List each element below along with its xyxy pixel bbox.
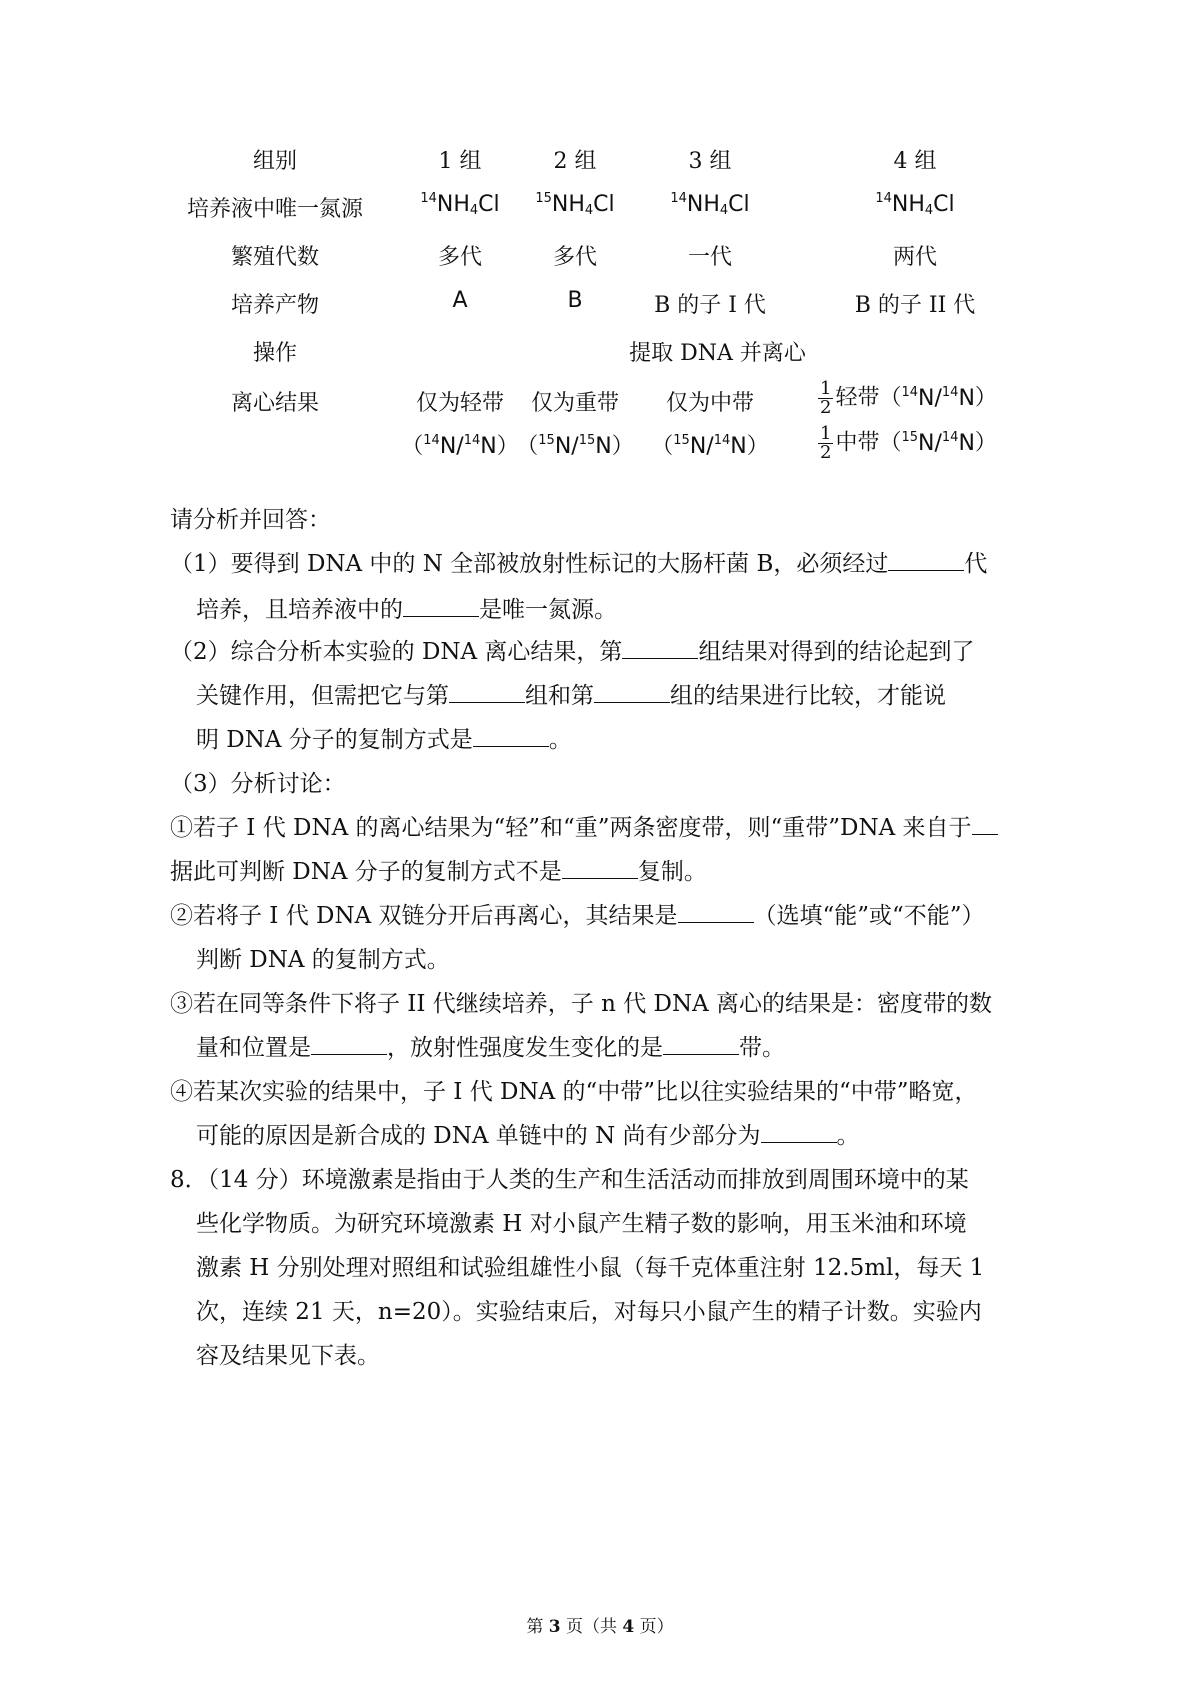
page-footer: 第 3 页（共 4 页）: [526, 1617, 674, 1637]
table-row-generations: [170, 240, 1040, 280]
q8-line4: 次，连续 21 天，n=20）。实验结束后，对每只小鼠产生的精子计数。实验内: [196, 1299, 982, 1325]
q3-s4-line1: ④若某次实验的结果中，子 I 代 DNA 的“中带”比以往实验结果的“中带”略宽，: [170, 1079, 978, 1105]
q3-s3-line2: 量和位置是 ，放射性强度发生变化的是 带。: [196, 1026, 785, 1070]
answer-blank[interactable]: [761, 1120, 837, 1143]
row-label-result: 离心结果: [230, 391, 319, 416]
result-g1: 仅为轻带 （$^{14}$N/$^{14}$N）: [395, 386, 525, 460]
answer-blank[interactable]: [311, 1032, 387, 1055]
fraction-half: $\frac{1}{2}$: [820, 378, 832, 418]
q3-s2-line2: 判断 DNA 的复制方式。: [196, 947, 450, 973]
q3-s1-line1: ①若子 I 代 DNA 的离心结果为“轻”和“重”两条密度带，则“重带”DNA 来自于: [170, 806, 998, 850]
table-row-product: [170, 288, 1040, 328]
generations-g1: 多代: [437, 245, 482, 270]
header-g4: 4 组: [893, 149, 937, 174]
row-label-generations: 繁殖代数: [230, 245, 319, 270]
q2-line2: 关键作用，但需把它与第 组和第 组的结果进行比较，才能说: [196, 674, 946, 718]
answer-blank[interactable]: [473, 724, 549, 747]
generations-g2: 多代: [552, 245, 597, 270]
table-row-operation: [170, 336, 1040, 376]
q2-line1: （2）综合分析本实验的 DNA 离心结果，第 组结果对得到的结论起到了: [170, 630, 974, 674]
q3-s3-line1: ③若在同等条件下将子 II 代继续培养，子 n 代 DNA 离心的结果是：密度带的数: [170, 991, 993, 1017]
header-g1: 1 组: [438, 149, 482, 174]
header-group: 组别: [252, 149, 297, 174]
nitrogen-g4: $^{14}NH_4Cl$: [875, 191, 955, 218]
answer-blank[interactable]: [594, 680, 670, 703]
table-header-row: [170, 144, 1040, 184]
q3-s2-line1: ②若将子 I 代 DNA 双链分开后再离心，其结果是 （选填“能”或“不能”）: [170, 894, 985, 938]
q3-title: （3）分析讨论：: [170, 771, 346, 797]
q1-line2: 培养，且培养液中的 是唯一氮源。: [196, 588, 617, 632]
q8-line5: 容及结果见下表。: [196, 1343, 380, 1369]
q1-line1: （1）要得到 DNA 中的 N 全部被放射性标记的大肠杆菌 B，必须经过 代: [170, 542, 987, 586]
header-g3: 3 组: [688, 149, 732, 174]
answer-blank[interactable]: [403, 594, 479, 617]
operation-value: 提取 DNA 并离心: [629, 341, 806, 366]
answer-blank[interactable]: [663, 1032, 739, 1055]
answer-blank[interactable]: [678, 900, 754, 923]
result-g4: [790, 380, 1040, 462]
answer-blank[interactable]: [888, 548, 964, 571]
result-g3-formula: （$^{15}$N/$^{14}$N）: [651, 433, 769, 459]
answer-blank[interactable]: [449, 680, 525, 703]
row-label-nitrogen: 培养液中唯一氮源: [186, 197, 363, 222]
product-g3: B 的子 I 代: [654, 293, 766, 318]
header-g2: 2 组: [553, 149, 597, 174]
product-g4: B 的子 II 代: [854, 293, 976, 318]
q3-s4-line2: 可能的原因是新合成的 DNA 单链中的 N 尚有少部分为 。: [196, 1114, 860, 1158]
generations-g3: 一代: [687, 245, 732, 270]
result-g3: 仅为中带 （$^{15}$N/$^{14}$N）: [640, 386, 780, 460]
result-g4-light: $\frac{1}{2}$ 轻带（$^{14}$N/$^{14}$N）: [820, 378, 997, 418]
row-label-operation: 操作: [252, 341, 297, 366]
answer-blank[interactable]: [562, 856, 638, 879]
q8-line1: 8．（14 分）环境激素是指由于人类的生产和生活活动而排放到周围环境中的某: [170, 1167, 969, 1193]
q2-line3: 明 DNA 分子的复制方式是 。: [196, 718, 572, 762]
table-row-result: [170, 378, 1040, 496]
product-g2: B: [567, 288, 583, 313]
result-g2: 仅为重带 （$^{15}$N/$^{15}$N）: [510, 386, 640, 460]
result-g2-formula: （$^{15}$N/$^{15}$N）: [516, 433, 634, 459]
answer-blank[interactable]: [622, 636, 698, 659]
q8-line3: 激素 H 分别处理对照组和试验组雄性小鼠（每千克体重注射 12.5ml，每天 1: [196, 1255, 985, 1281]
nitrogen-g2: $^{15}NH_4Cl$: [535, 191, 615, 218]
generations-g4: 两代: [892, 245, 937, 270]
result-g1-formula: （$^{14}$N/$^{14}$N）: [401, 433, 519, 459]
nitrogen-g1: $^{14}NH_4Cl$: [420, 191, 500, 218]
product-g1: A: [452, 288, 468, 313]
fraction-half: $\frac{1}{2}$: [820, 423, 832, 463]
q3-s1-line2: 据此可判断 DNA 分子的复制方式不是 复制。: [170, 850, 707, 894]
table-row-nitrogen: [170, 192, 1040, 232]
answer-blank[interactable]: [972, 812, 998, 835]
intro-text: 请分析并回答：: [170, 507, 331, 533]
result-g4-mid: $\frac{1}{2}$ 中带（$^{15}$N/$^{14}$N）: [820, 423, 997, 463]
row-label-product: 培养产物: [230, 293, 319, 318]
q8-line2: 些化学物质。为研究环境激素 H 对小鼠产生精子数的影响，用玉米油和环境: [196, 1211, 967, 1237]
nitrogen-g3: $^{14}NH_4Cl$: [670, 191, 750, 218]
